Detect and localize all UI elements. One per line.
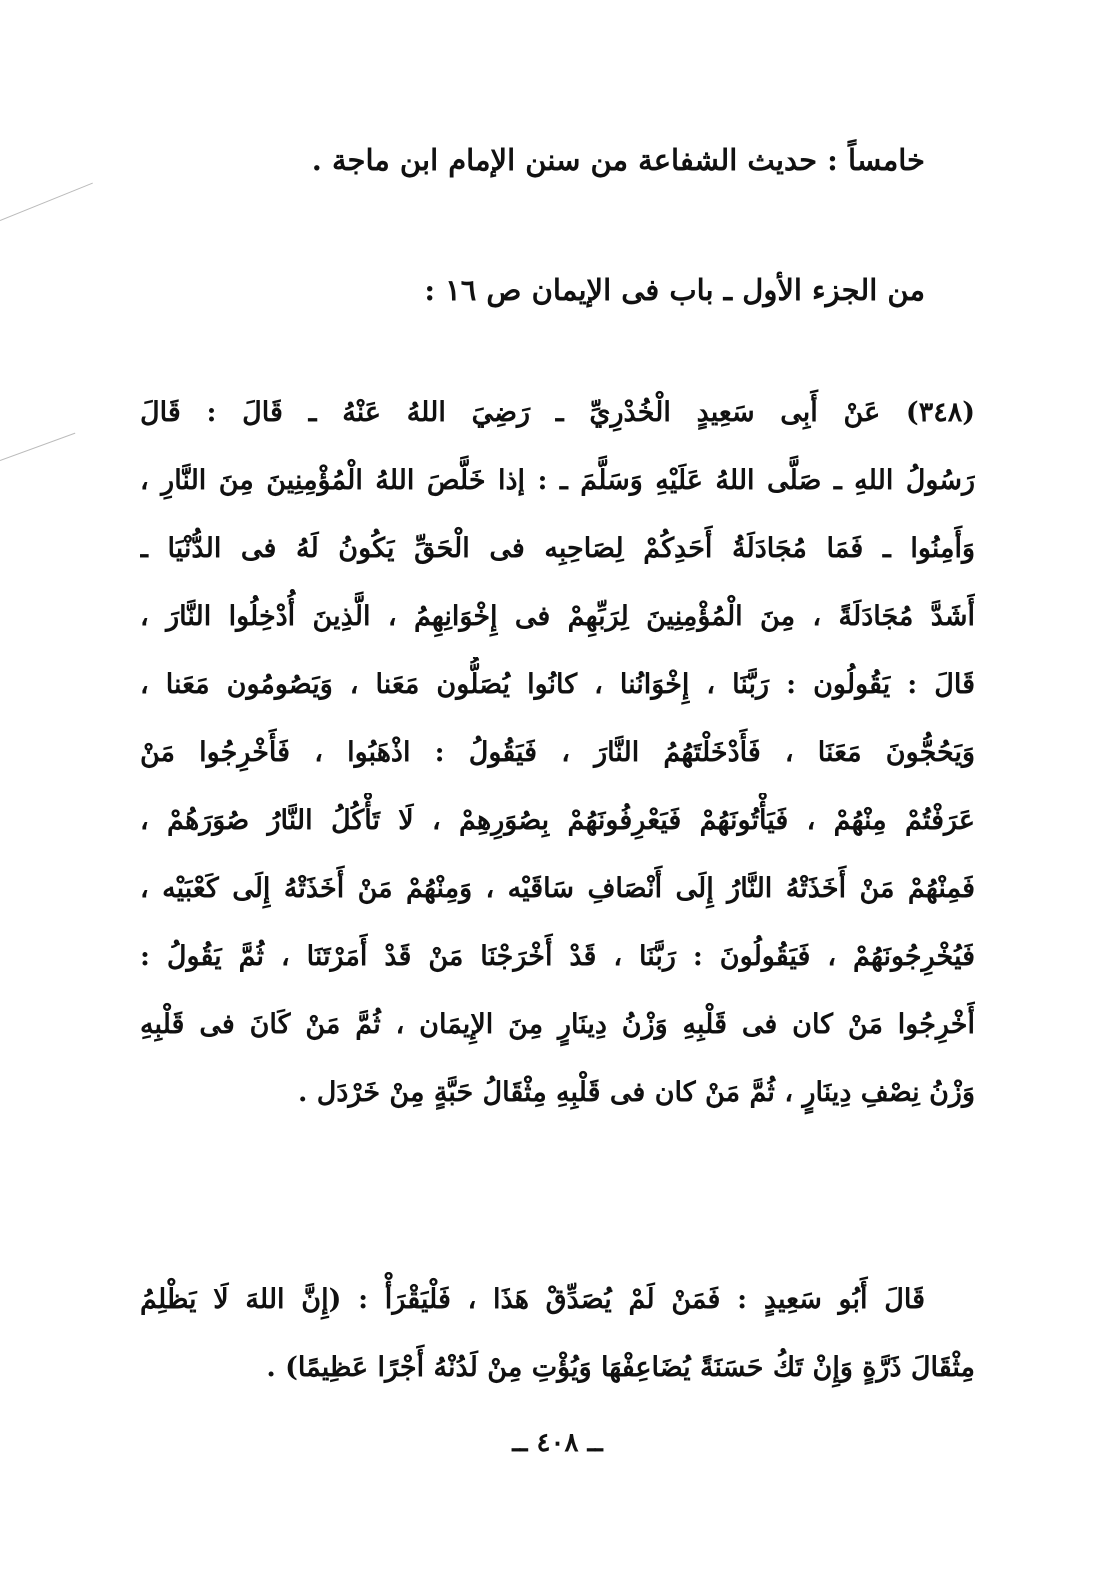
text-line: (٣٤٨) عَنْ أَبِى سَعِيدٍ الْخُدْرِيِّ ـ رَضِيَ اللهُ عَنْهُ ـ قَالَ : قَالَ [140,397,975,428]
scan-artifact [0,183,93,221]
text-line: مِثْقَالَ ذَرَّةٍ وَإِنْ تَكُ حَسَنَةً يُضَاعِفْهَا وَيُؤْتِ مِنْ لَدُنْهُ أَجْرًا عَظِيمًا) . [266,1352,975,1383]
text-line: عَرَفْتُمْ مِنْهُمْ ، فَيَأْتُونَهُمْ فَيَعْرِفُونَهُمْ بِصُوَرِهِمْ ، لَا تَأْكُلُ النَّارُ صُوَرَهُمْ ، [140,805,975,836]
text-line: وَأَمِنُوا ـ فَمَا مُجَادَلَةُ أَحَدِكُمْ لِصَاحِبِه فى الْحَقِّ يَكُونُ لَهُ فى الدُّنْيَا ـ [140,533,975,564]
scan-artifact [0,433,75,461]
chapter-reference: من الجزء الأول ـ باب فى الإيمان ص ١٦ : [424,273,925,307]
text-line: وَزْنُ نِصْفِ دِينَارٍ ، ثُمَّ مَنْ كان فى قَلْبِهِ مِثْقَالُ حَبَّةٍ مِنْ خَرْدَل . [297,1077,975,1108]
text-line: قَالَ أَبُو سَعِيدٍ : فَمَنْ لَمْ يُصَدِّقْ هَذَا ، فَلْيَقْرَأْ : (إِنَّ اللهَ لَا يَظْلِمُ [140,1284,925,1315]
text-line: فَيُخْرِجُونَهُمْ ، فَيَقُولُونَ : رَبَّنَا ، قَدْ أَخْرَجْنَا مَنْ قَدْ أَمَرْتَنَا ، ثُمَّ يَقُولُ : [140,941,975,972]
text-line: قَالَ : يَقُولُون : رَبَّنَا ، إِخْوَانُنا ، كانُوا يُصَلُّون مَعَنا ، وَيَصُومُون مَعَنا ، [140,669,975,700]
text-line: رَسُولُ اللهِ ـ صَلَّى اللهُ عَلَيْهِ وَسَلَّمَ ـ : إذا خَلَّصَ اللهُ الْمُؤْمِنِينَ مِنَ النَّارِ ، [140,465,975,496]
hadith-text [140,385,975,1133]
text-line: فَمِنْهُمْ مَنْ أَخَذَتْهُ النَّارُ إِلَى أَنْصَافِ سَاقَيْه ، وَمِنْهُمْ مَنْ أَخَذَتْهُ إِلَى كَعْبَيْه ، [140,873,975,904]
section-heading: خامساً : حديث الشفاعة من سنن الإمام ابن ماجة . [311,143,925,177]
text-line: أَخْرِجُوا مَنْ كان فى قَلْبِهِ وَزْنُ دِينَارٍ مِنَ الإِيمَان ، ثُمَّ مَنْ كَانَ فى قَلْبِهِ [140,1009,975,1040]
text-line: وَيَحُجُّونَ مَعَنَا ، فَأَدْخَلْتَهُمُ النَّارَ ، فَيَقُولُ : اذْهَبُوا ، فَأَخْرِجُوا مَنْ [140,737,975,768]
closing-paragraph [140,1272,975,1408]
page-number: ــ ٤٠٨ ــ [512,1428,603,1458]
text-line: أَشَدَّ مُجَادَلَةً ، مِنَ الْمُؤْمِنِينَ لِرَبِّهِمْ فى إِخْوَانِهِمُ ، الَّذِينَ أُدْخِلُوا النَّارَ ، [140,601,975,632]
